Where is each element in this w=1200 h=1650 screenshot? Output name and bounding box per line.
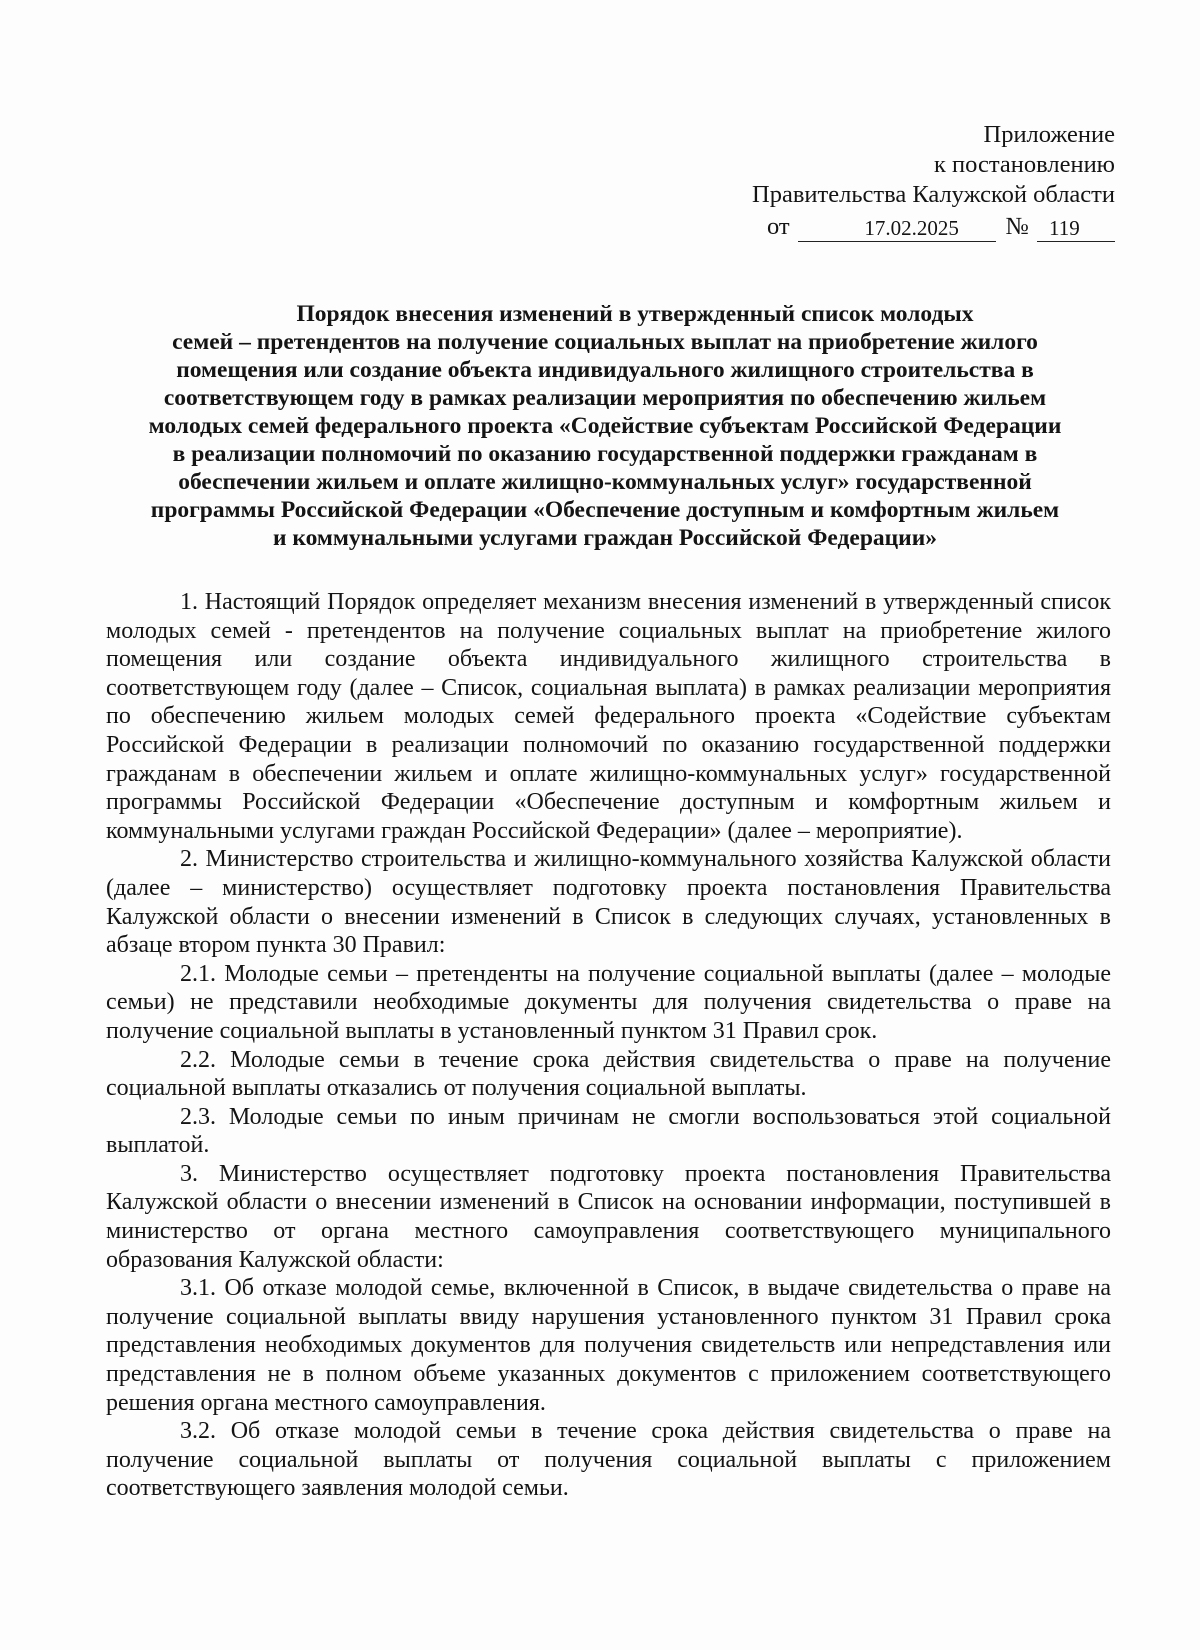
paragraph-3: 3. Министерство осуществляет подготовку проекта постановления Правительства Калужской области о внесении изменений в Список на основании информации, поступившей в министерство от органа местного самоуправления соответствующего муниципального образования Калужской области: bbox=[106, 1160, 1111, 1273]
appendix-date-line bbox=[752, 212, 1115, 242]
title-line: обеспечении жильем и оплате жилищно-коммунальных услуг» государственной bbox=[178, 469, 1032, 495]
title-line: в реализации полномочий по оказанию государственной поддержки гражданам в bbox=[172, 441, 1038, 467]
paragraph-2: 2. Министерство строительства и жилищно-коммунального хозяйства Калужской области (далее – министерство) осуществляет подготовку проекта постановления Правительства Калужской области о внесении изменений в Список в следующих случаях, установленных в абзаце втором пункта 30 Правил: bbox=[106, 846, 1111, 959]
title-line: семей – претендентов на получение социальных выплат на приобретение жилого bbox=[172, 329, 1038, 355]
paragraph-3-2: 3.2. Об отказе молодой семьи в течение срока действия свидетельства о праве на получение социальной выплаты от получения социальной выплаты с приложением соответствующего заявления молодой семьи. bbox=[106, 1418, 1111, 1502]
paragraph-3-1: 3.1. Об отказе молодой семье, включенной в Список, в выдаче свидетельства о праве на получение социальной выплаты ввиду нарушения установленного пунктом 31 Правил срока представления необходимых документов для получения свидетельств или непредставления или представления не в полном объеме указанных документов с приложением соответствующего решения органа местного самоуправления. bbox=[106, 1275, 1111, 1416]
appendix-reference: к постановлению bbox=[934, 151, 1115, 178]
appendix-label: Приложение bbox=[983, 121, 1115, 148]
paragraph-1: 1. Настоящий Порядок определяет механизм внесения изменений в утвержденный список молодых семей - претендентов на получение социальных выплат на приобретение жилого помещения или создание объекта индивидуального жилищного строительства в соответствующем году (далее – Список, социальная выплата) в рамках реализации мероприятия по обеспечению жильем молодых семей федерального проекта «Содействие субъектам Российской Федерации в реализации полномочий по оказанию государственной поддержки гражданам в обеспечении жильем и оплате жилищно-коммунальных услуг» государственной программы Российской Федерации «Обеспечение доступным и комфортным жильем и коммунальными услугами граждан Российской Федерации» (далее – мероприятие). bbox=[106, 589, 1111, 844]
document-title bbox=[100, 300, 1110, 552]
date-prefix: от bbox=[766, 213, 790, 240]
document-body bbox=[106, 588, 1111, 1503]
paragraph-2-3: 2.3. Молодые семьи по иным причинам не смогли воспользоваться этой социальной выплатой. bbox=[106, 1103, 1111, 1159]
paragraph-2-2: 2.2. Молодые семьи в течение срока действия свидетельства о праве на получение социальной выплаты отказались от получения социальной выплаты. bbox=[106, 1046, 1111, 1102]
title-line: соответствующем году в рамках реализации мероприятия по обеспечению жильем bbox=[163, 385, 1047, 411]
title-line: Порядок внесения изменений в утвержденный список молодых bbox=[296, 301, 974, 327]
appendix-header bbox=[752, 120, 1115, 242]
resolution-number: 119 bbox=[1049, 216, 1080, 240]
title-line: помещения или создание объекта индивидуального жилищного строительства в bbox=[176, 357, 1034, 383]
paragraph-2-1: 2.1. Молодые семьи – претенденты на получение социальной выплаты (далее – молодые семьи) не представили необходимые документы для получения свидетельства о праве на получение социальной выплаты в установленный пунктом 31 Правил срок. bbox=[106, 960, 1111, 1044]
title-line: программы Российской Федерации «Обеспечение доступным и комфортным жильем bbox=[150, 497, 1060, 523]
resolution-date: 17.02.2025 bbox=[864, 216, 959, 240]
number-field bbox=[1037, 215, 1115, 242]
number-sign: № bbox=[1005, 213, 1029, 240]
appendix-authority: Правительства Калужской области bbox=[752, 181, 1115, 208]
title-line: и коммунальными услугами граждан Российской Федерации» bbox=[272, 525, 938, 551]
title-line: молодых семей федерального проекта «Содействие субъектам Российской Федерации bbox=[148, 413, 1062, 439]
date-field bbox=[798, 215, 996, 242]
